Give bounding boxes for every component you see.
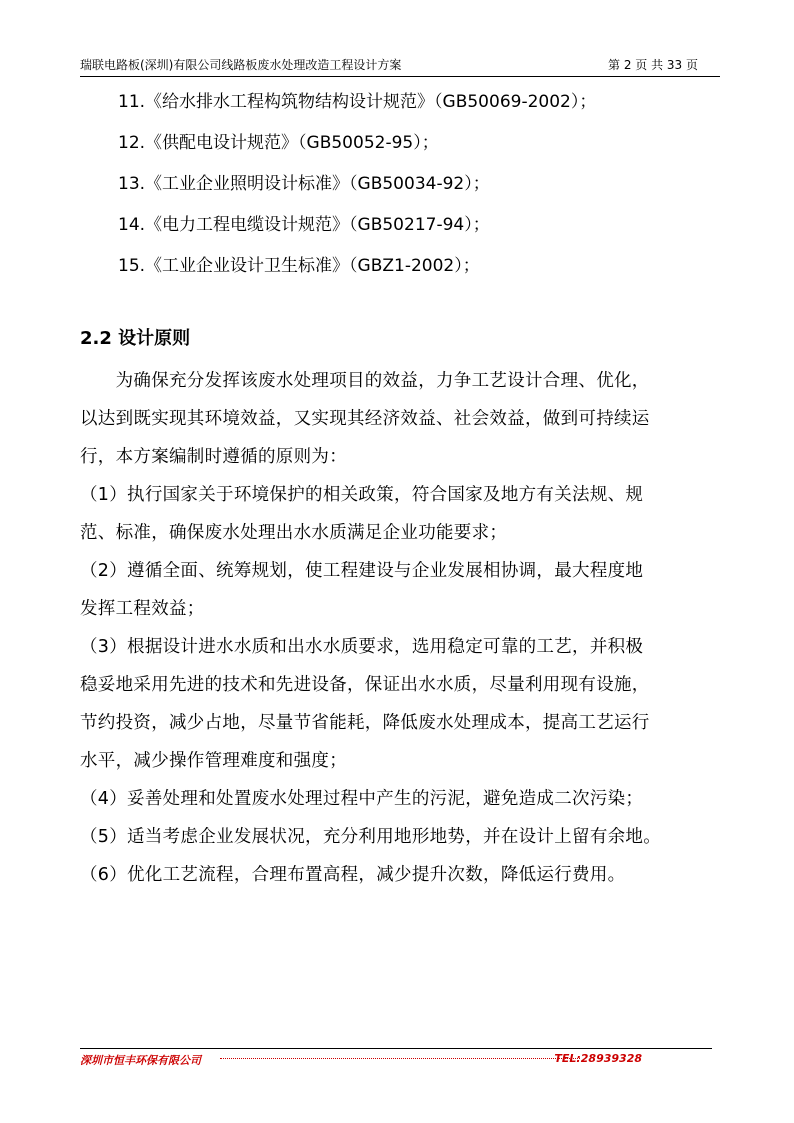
body-line: （4）妥善处理和处置废水处理过程中产生的污泥，避免造成二次污染；	[80, 789, 644, 809]
body-line: 行，本方案编制时遵循的原则为：	[80, 447, 347, 467]
reference-list	[118, 84, 596, 289]
document-title: 瑞联电路板(深圳)有限公司线路板废水处理改造工程设计方案	[80, 58, 402, 72]
body-line: （2）遵循全面、统筹规划，使工程建设与企业发展相协调，最大程度地	[80, 561, 644, 581]
body-line: 稳妥地采用先进的技术和先进设备，保证出水水质，尽量利用现有设施，	[80, 675, 650, 695]
body-line: 水平，减少操作管理难度和强度；	[80, 751, 347, 771]
section-heading: 2.2 设计原则	[80, 328, 191, 349]
section-body	[80, 362, 728, 894]
body-line: （3）根据设计进水水质和出水水质要求，选用稳定可靠的工艺，并积极	[80, 637, 644, 657]
footer-company: 深圳市恒丰环保有限公司	[80, 1054, 201, 1067]
body-line: 发挥工程效益；	[80, 599, 205, 619]
page-header	[80, 54, 720, 77]
page-number: 第 2 页 共 33 页	[608, 58, 698, 72]
body-line: 范、标准，确保废水处理出水水质满足企业功能要求；	[80, 523, 508, 543]
reference-item: 11.《给水排水工程构筑物结构设计规范》（GB50069-2002）；	[118, 92, 597, 112]
reference-item: 14.《电力工程电缆设计规范》（GB50217-94）；	[118, 215, 490, 235]
footer-tel: TEL:28939328	[554, 1052, 642, 1065]
reference-item: 15.《工业企业设计卫生标准》（GBZ1-2002）；	[118, 256, 480, 276]
reference-item: 13.《工业企业照明设计标准》（GB50034-92）；	[118, 174, 490, 194]
body-line: 为确保充分发挥该废水处理项目的效益，力争工艺设计合理、优化，	[80, 371, 650, 391]
body-line: （1）执行国家关于环境保护的相关政策，符合国家及地方有关法规、规	[80, 485, 644, 505]
body-line: 以达到既实现其环境效益，又实现其经济效益、社会效益，做到可持续运	[80, 409, 650, 429]
body-line: （5）适当考虑企业发展状况，充分利用地形地势，并在设计上留有余地。	[80, 827, 662, 847]
body-line: （6）优化工艺流程，合理布置高程，减少提升次数，降低运行费用。	[80, 865, 626, 885]
footer-dotted-leader	[220, 1058, 580, 1059]
body-line: 节约投资，减少占地，尽量节省能耗，降低废水处理成本，提高工艺运行	[80, 713, 650, 733]
reference-item: 12.《供配电设计规范》（GB50052-95）；	[118, 133, 439, 153]
page-footer	[80, 1048, 712, 1068]
